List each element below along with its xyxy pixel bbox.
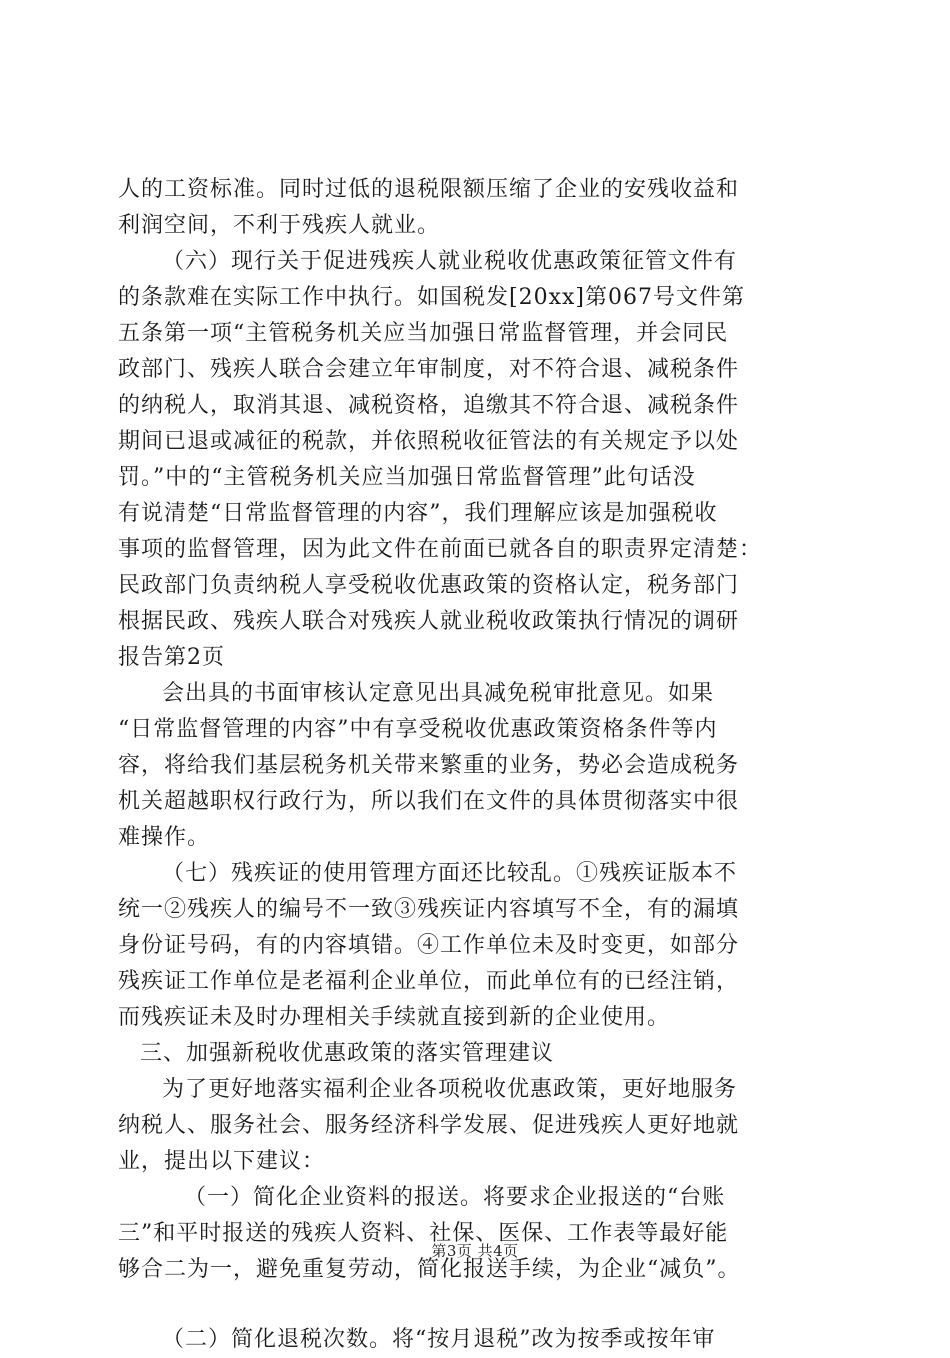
text-line: 期间已退或减征的税款，并依照税收征管法的有关规定予以处 xyxy=(118,429,740,454)
paragraph-start: （七）残疾证的使用管理方面还比较乱。①残疾证版本不 xyxy=(162,861,738,886)
text-line: 残疾证工作单位是老福利企业单位，而此单位有的已经注销， xyxy=(118,969,740,994)
text-line: 业，提出以下建议： xyxy=(118,1149,326,1174)
paragraph-start: （六）现行关于促进残疾人就业税收优惠政策征管文件有 xyxy=(162,249,738,274)
paragraph-gap xyxy=(118,1288,834,1322)
page-footer: 第3页 共4页 xyxy=(431,1242,519,1260)
text-line: 而残疾证未及时办理相关手续就直接到新的企业使用。 xyxy=(118,1005,671,1030)
paragraph-start: （二）简化退税次数。将“按月退税”改为按季或按年审 xyxy=(162,1327,716,1352)
text-line: 统一②残疾人的编号不一致③残疾证内容填写不全，有的漏填 xyxy=(118,897,740,922)
text-line: 政部门、残疾人联合会建立年审制度，对不符合退、减税条件 xyxy=(118,357,740,382)
text-line: “日常监督管理的内容”中有享受税收优惠政策资格条件等内 xyxy=(118,717,718,742)
document-body xyxy=(118,172,834,1358)
text-line: 利润空间，不利于残疾人就业。 xyxy=(118,213,441,238)
text-line: 纳税人、服务社会、服务经济科学发展、促进残疾人更好地就 xyxy=(118,1113,740,1138)
text-line: 够合二为一，避免重复劳动，简化报送手续，为企业“减负”。 xyxy=(118,1257,741,1282)
paragraph-start: 为了更好地落实福利企业各项税收优惠政策，更好地服务 xyxy=(162,1077,738,1102)
section-heading: 三、加强新税收优惠政策的落实管理建议 xyxy=(140,1041,555,1066)
text-line: 罚。”中的“主管税务机关应当加强日常监督管理”此句话没 xyxy=(118,465,696,490)
text-line: 三”和平时报送的残疾人资料、社保、医保、工作表等最好能 xyxy=(118,1221,729,1246)
text-line: 有说清楚“日常监督管理的内容”，我们理解应该是加强税收 xyxy=(118,501,718,526)
text-line: 民政部门负责纳税人享受税收优惠政策的资格认定，税务部门 xyxy=(118,573,740,598)
paragraph-start: 会出具的书面审核认定意见出具减免税审批意见。如果 xyxy=(162,681,715,706)
text-line: 的纳税人，取消其退、减税资格，追缴其不符合退、减税条件 xyxy=(118,393,740,418)
text-line: 容，将给我们基层税务机关带来繁重的业务，势必会造成税务 xyxy=(118,753,740,778)
text-line: 人的工资标准。同时过低的退税限额压缩了企业的安残收益和 xyxy=(118,177,740,202)
paragraph-start: （一）简化企业资料的报送。将要求企业报送的“台账 xyxy=(184,1185,726,1210)
text-line: 事项的监督管理，因为此文件在前面已就各自的职责界定清楚： xyxy=(118,537,763,562)
text-line: 难操作。 xyxy=(118,825,211,850)
text-line: 报告第2页 xyxy=(118,645,225,670)
text-line: 身份证号码，有的内容填错。④工作单位未及时变更，如部分 xyxy=(118,933,740,958)
text-line: 五条第一项“主管税务机关应当加强日常监督管理，并会同民 xyxy=(118,321,729,346)
text-line: 的条款难在实际工作中执行。如国税发[20xx]第067号文件第 xyxy=(118,285,745,310)
text-line: 机关超越职权行政行为，所以我们在文件的具体贯彻落实中很 xyxy=(118,789,740,814)
text-line: 根据民政、残疾人联合对残疾人就业税收政策执行情况的调研 xyxy=(118,609,740,634)
